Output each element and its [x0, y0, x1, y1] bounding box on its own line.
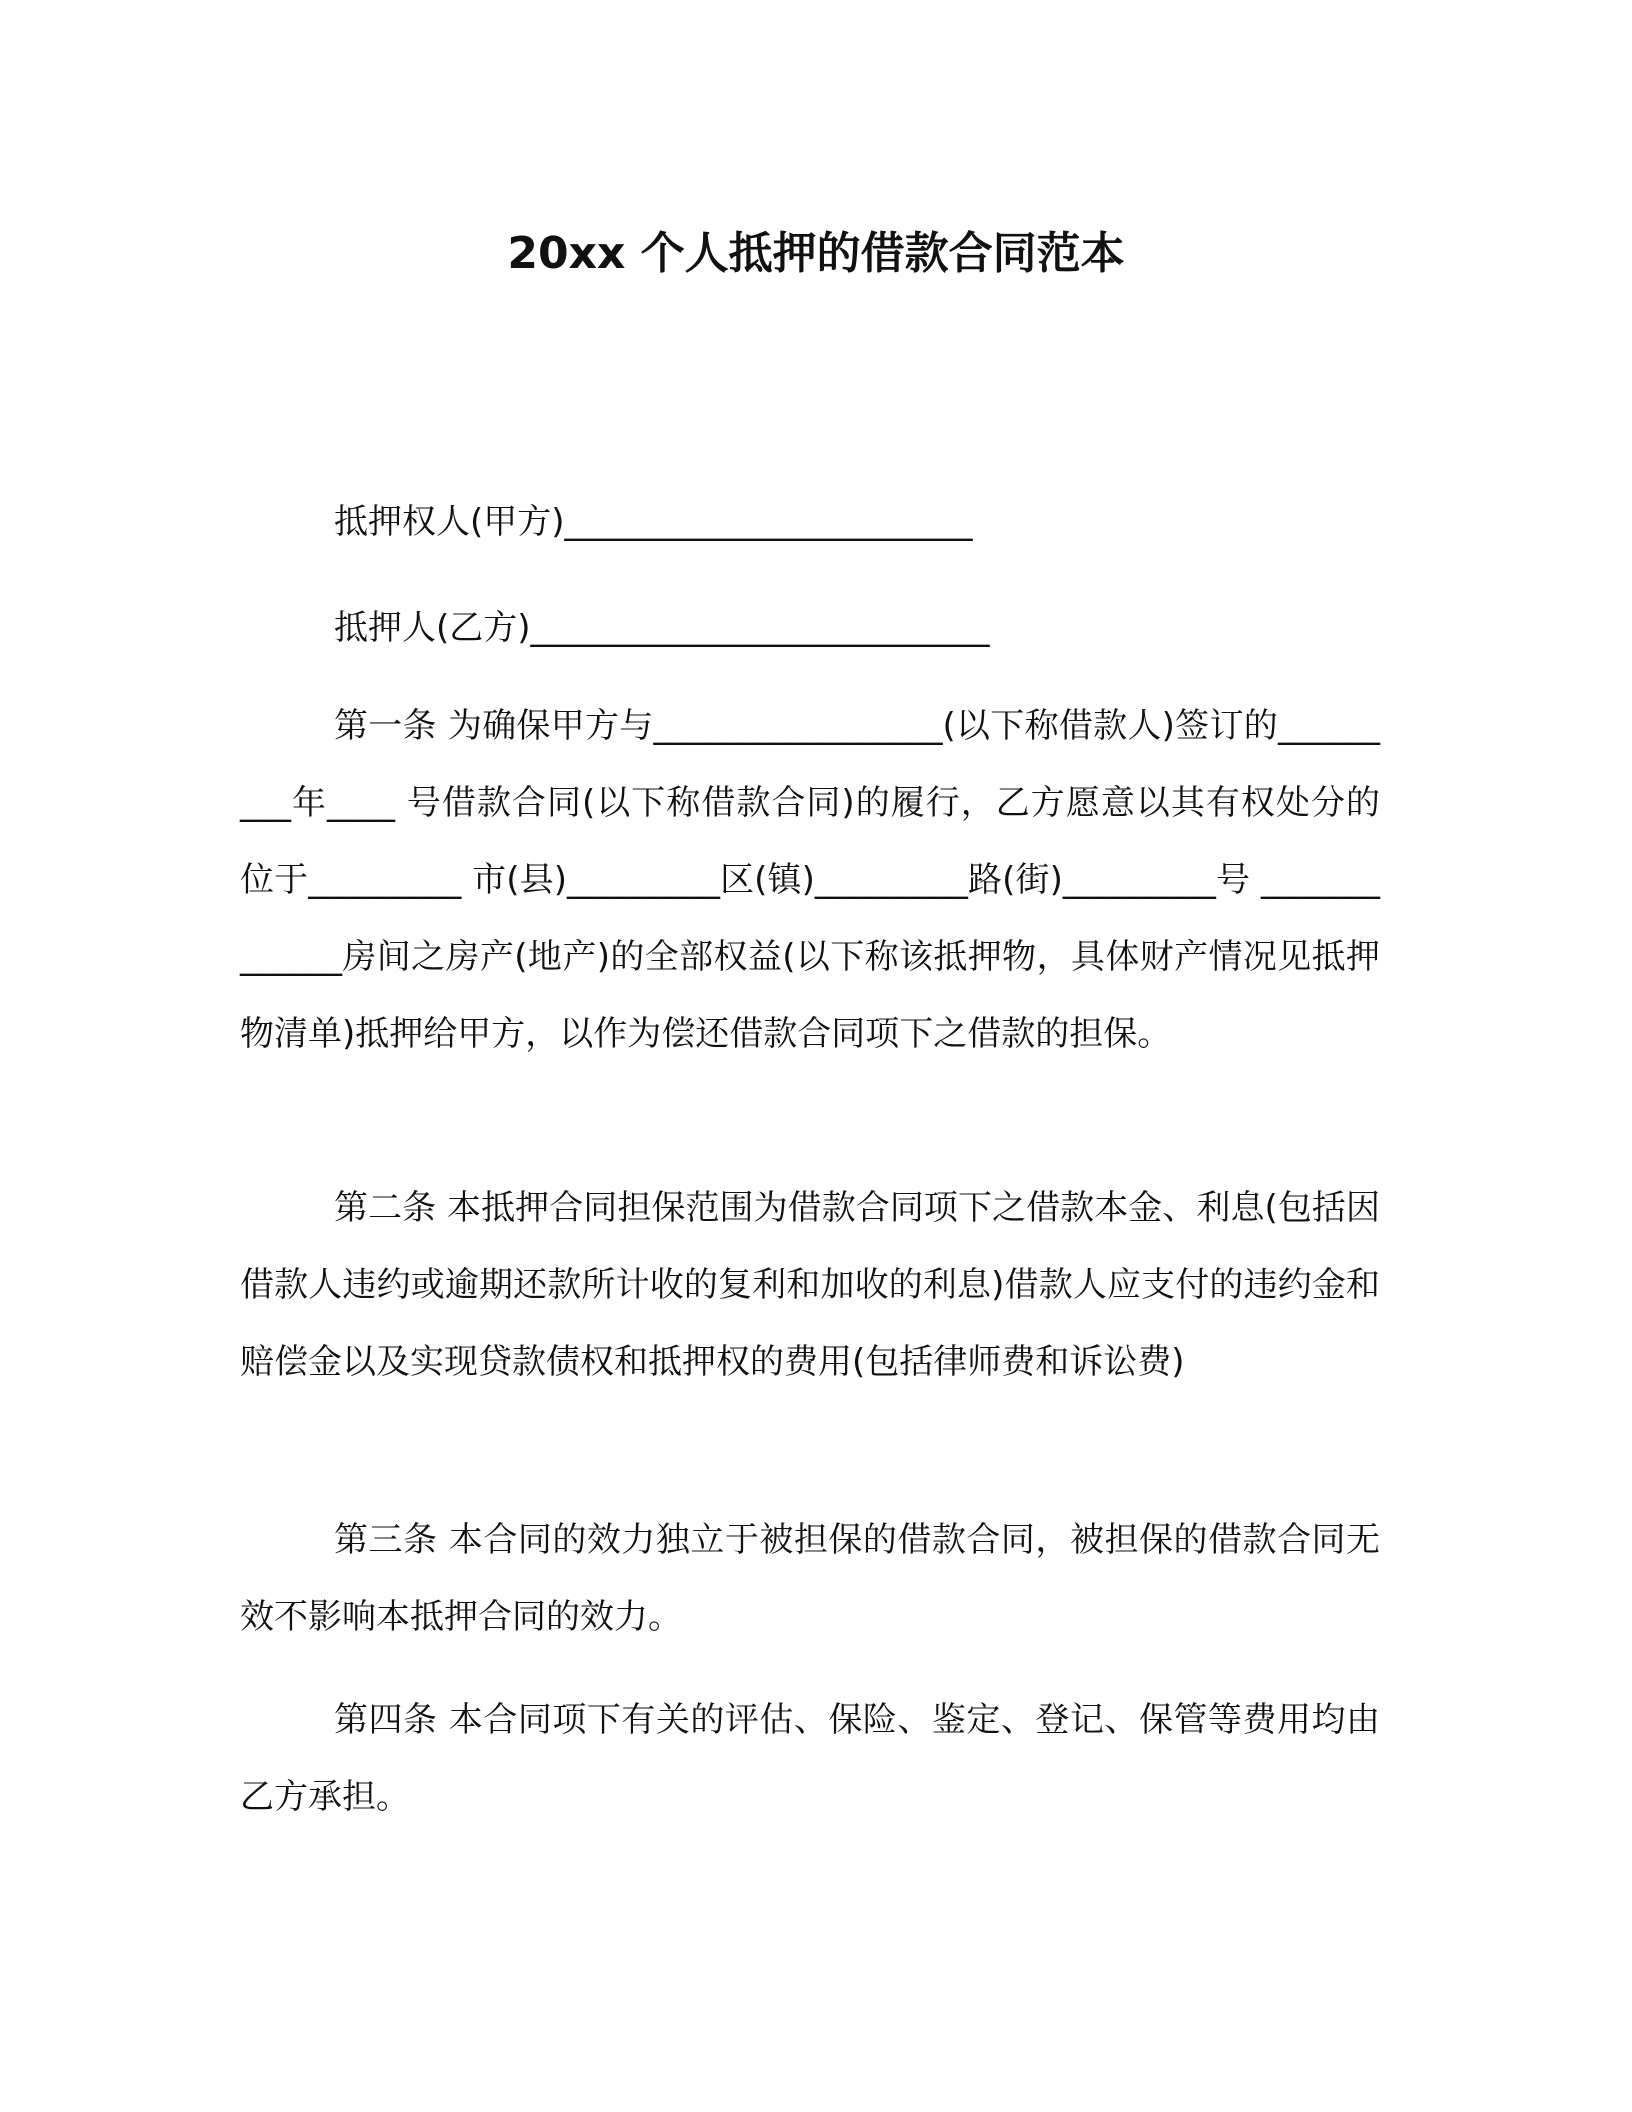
- mortgagor-line: 抵押人(乙方)___________________________: [334, 608, 990, 648]
- mortgagee-line: 抵押权人(甲方)________________________: [334, 502, 973, 542]
- article-2-text: 第二条 本抵押合同担保范围为借款合同项下之借款本金、利息(包括因借款人违约或逾期还款所计收的复利和加收的利息)借款人应支付的违约金和赔偿金以及实现贷款债权和抵押权的费用(包括律师费和诉讼费): [240, 1188, 1380, 1382]
- article-2: [240, 1170, 1380, 1401]
- article-3-text: 第三条 本合同的效力独立于被担保的借款合同，被担保的借款合同无效不影响本抵押合同的效力。: [240, 1520, 1380, 1637]
- document-title: 20xx 个人抵押的借款合同范本: [507, 228, 1125, 279]
- article-4: [240, 1682, 1380, 1836]
- article-4-text: 第四条 本合同项下有关的评估、保险、鉴定、登记、保管等费用均由乙方承担。: [240, 1700, 1380, 1817]
- article-1: [240, 688, 1380, 1073]
- article-1-text: 第一条 为确保甲方与_________________(以下称借款人)签订的_________年____ 号借款合同(以下称借款合同)的履行，乙方愿意以其有权处分的位于_________ 市(县)_________区(镇)_________路(街)_________号 _____________房间之房产(地产)的全部权益(以下称该抵押物，具体财产情况见抵押物清单)抵押给甲方，以作为偿还借款合同项下之借款的担保。: [240, 706, 1380, 1054]
- article-3: [240, 1502, 1380, 1656]
